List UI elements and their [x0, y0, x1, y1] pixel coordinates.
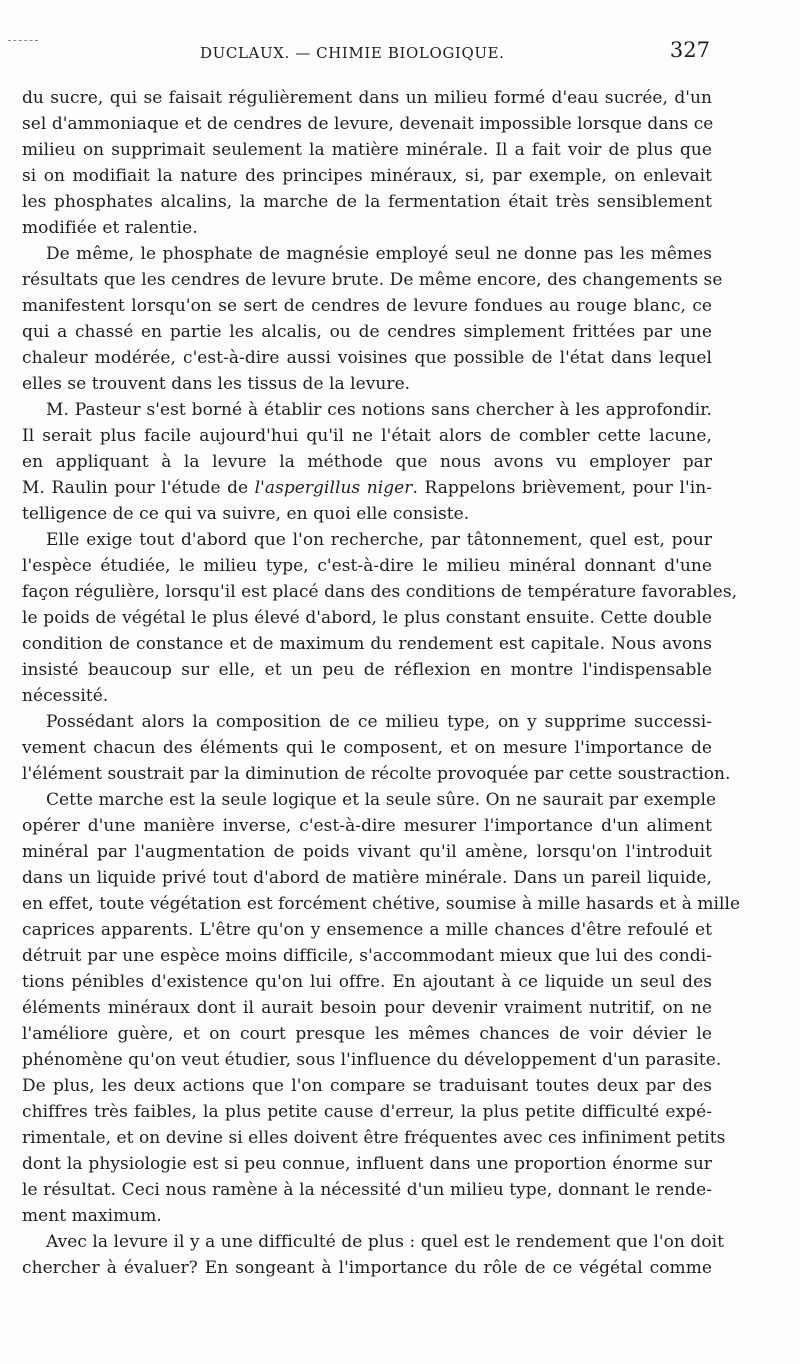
text-line: les phosphates alcalins, la marche de la fermentation était très sensiblement [22, 192, 712, 212]
text-line: phénomène qu'on veut étudier, sous l'influence du développement d'un parasite. [22, 1050, 722, 1070]
text-line: éléments minéraux dont il aurait besoin pour devenir vraiment nutritif, on ne [22, 998, 712, 1018]
text-line: tions pénibles d'existence qu'on lui offre. En ajoutant à ce liquide un seul des [22, 972, 712, 992]
text-line: chercher à évaluer? En songeant à l'importance du rôle de ce végétal comme [22, 1258, 712, 1278]
italic-species-name: l'aspergillus niger [254, 478, 413, 498]
page-number: 327 [669, 38, 710, 62]
text-line: si on modifiait la nature des principes minéraux, si, par exemple, on enlevait [22, 166, 712, 186]
text-line: sel d'ammoniaque et de cendres de levure, devenait impossible lorsque dans ce [22, 114, 714, 134]
text-line: chaleur modérée, c'est-à-dire aussi voisines que possible de l'état dans lequel [22, 348, 712, 368]
text-line: rimentale, et on devine si elles doivent être fréquentes avec ces infiniment petits [22, 1128, 726, 1148]
text-line: dont la physiologie est si peu connue, influent dans une proportion énorme sur [22, 1154, 712, 1174]
text-line: Il serait plus facile aujourd'hui qu'il ne l'était alors de combler cette lacune, [22, 426, 712, 446]
text-line: modifiée et ralentie. [22, 218, 198, 238]
text-line: en effet, toute végétation est forcément chétive, soumise à mille hasards et à mille [22, 894, 741, 914]
text-line: elles se trouvent dans les tissus de la levure. [22, 374, 411, 394]
text-line: De même, le phosphate de magnésie employé seul ne donne pas les mêmes [46, 244, 712, 264]
text-line: qui a chassé en partie les alcalis, ou de cendres simplement frittées par une [22, 322, 712, 342]
text-line: façon régulière, lorsqu'il est placé dans des conditions de température favorables, [22, 582, 738, 602]
text-line: ment maximum. [22, 1206, 162, 1226]
text-line: le résultat. Ceci nous ramène à la nécessité d'un milieu type, donnant le rende- [22, 1180, 712, 1200]
text-line: Cette marche est la seule logique et la seule sûre. On ne saurait par exemple [46, 790, 717, 810]
text-segment: . Rappelons brièvement, pour l'in- [412, 478, 712, 498]
text-line: l'élément soustrait par la diminution de récolte provoquée par cette soustraction. [22, 764, 731, 784]
text-line: en appliquant à la levure la méthode que nous avons vu employer par [22, 452, 712, 472]
body-text [22, 85, 741, 1281]
text-line: dans un liquide privé tout d'abord de matière minérale. Dans un pareil liquide, [22, 868, 712, 888]
text-line: telligence de ce qui va suivre, en quoi elle consiste. [22, 504, 470, 524]
text-line: l'améliore guère, et on court presque les mêmes chances de voir dévier le [22, 1024, 712, 1044]
text-line: le poids de végétal le plus élevé d'abord, le plus constant ensuite. Cette double [22, 608, 712, 628]
text-line: vement chacun des éléments qui le composent, et on mesure l'importance de [22, 738, 712, 758]
text-line: Possédant alors la composition de ce milieu type, on y supprime successi- [46, 712, 712, 732]
text-line: De plus, les deux actions que l'on compare se traduisant toutes deux par des [22, 1076, 712, 1096]
text-line: condition de constance et de maximum du rendement est capitale. Nous avons [22, 634, 712, 654]
text-line: Elle exige tout d'abord que l'on recherche, par tâtonnement, quel est, pour [46, 530, 712, 550]
text-line-with-italic [22, 475, 712, 501]
text-line: minéral par l'augmentation de poids vivant qu'il amène, lorsqu'on l'introduit [22, 842, 712, 862]
text-line: détruit par une espèce moins difficile, s'accommodant mieux que lui des condi- [22, 946, 712, 966]
text-line: résultats que les cendres de levure brute. De même encore, des changements se [22, 270, 723, 290]
text-line: du sucre, qui se faisait régulièrement dans un milieu formé d'eau sucrée, d'un [22, 88, 712, 108]
text-line: Avec la levure il y a une difficulté de plus : quel est le rendement que l'on doit [46, 1232, 724, 1252]
page-header [200, 38, 710, 68]
margin-mark [8, 40, 38, 41]
text-line: insisté beaucoup sur elle, et un peu de réflexion en montre l'indispensable [22, 660, 712, 680]
text-line: M. Pasteur s'est borné à établir ces notions sans chercher à les approfondir. [46, 400, 712, 420]
text-line: l'espèce étudiée, le milieu type, c'est-à-dire le milieu minéral donnant d'une [22, 556, 712, 576]
text-line: nécessité. [22, 686, 109, 706]
text-line: caprices apparents. L'être qu'on y ensemence a mille chances d'être refoulé et [22, 920, 712, 940]
running-head: DUCLAUX. — CHIMIE BIOLOGIQUE. [200, 44, 505, 62]
text-line: manifestent lorsqu'on se sert de cendres de levure fondues au rouge blanc, ce [22, 296, 712, 316]
text-line: milieu on supprimait seulement la matière minérale. Il a fait voir de plus que [22, 140, 712, 160]
text-segment: M. Raulin pour l'étude de [22, 478, 255, 498]
text-line: opérer d'une manière inverse, c'est-à-dire mesurer l'importance d'un aliment [22, 816, 712, 836]
text-line: chiffres très faibles, la plus petite cause d'erreur, la plus petite difficulté expé- [22, 1102, 712, 1122]
